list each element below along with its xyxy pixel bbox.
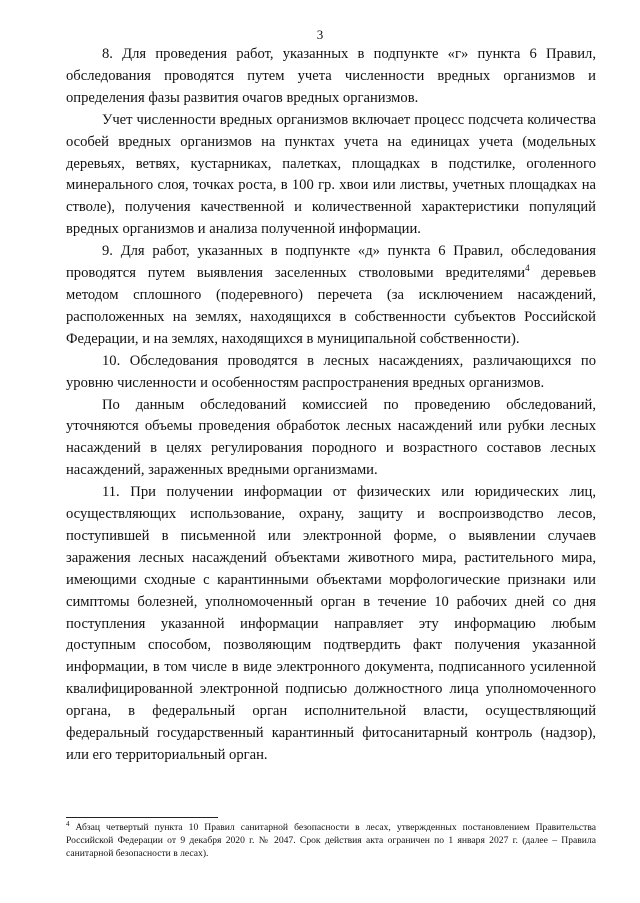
paragraph-9-text-start: 9. Для работ, указанных в подпункте «д» пункта 6 Правил, обследования проводятся путем выявления заселенных стволовыми вредителями xyxy=(66,243,596,282)
footnote-divider xyxy=(66,817,218,818)
footnote-reference: 4 xyxy=(525,263,530,274)
paragraph-9-text-end: деревьев методом сплошного (подеревного) перечета (за исключением насаждений, расположенных на землях, находящихся в собственности субъектов Российской Федерации, и на землях, находящихся в муниципальной собственности). xyxy=(66,265,596,347)
paragraph-10: 10. Обследования проводятся в лесных насаждениях, различающихся по уровню численности и особенностям распространения вредных организмов. xyxy=(66,352,596,391)
paragraph-11: 11. При получении информации от физических или юридических лиц, осуществляющих использование, охрану, защиту и воспроизводство лесов, поступившей в письменной или электронной форме, о выявлении случаев заражения лесных насаждений объектами животного мира, растительного мира, имеющими сходные с карантинными объектами морфологические признаки или симптомы болезней, уполномоченный орган в течение 10 рабочих дней со дня поступления указанной информации направляет эту информацию любым доступным способом, позволяющим подтвердить факт получения указанной информации, в том числе в виде электронного документа, подписанного усиленной квалифицированной электронной подписью должностного лица уполномоченного органа, в федеральный орган исполнительной власти, осуществляющий федеральный государственный карантинный фитосанитарный контроль (надзор), или его территориальный орган. xyxy=(66,484,596,763)
paragraph-8-continued: Учет численности вредных организмов включает процесс подсчета количества особей вредных организмов на пунктах учета на единицах учета (модельных деревьях, ветвях, кустарниках, палетках, площадках в подстилке, оголенного минерального слоя, точках роста, в 100 гр. хвои или листвы, учетных площадках на стволе), получения качественной и количественной характеристики популяций вредных организмов и анализа полученной информации. xyxy=(66,111,596,238)
footnote-text: Абзац четвертый пункта 10 Правил санитарной безопасности в лесах, утвержденных постановлением Правительства Российской Федерации от 9 декабря 2020 г. № 2047. Срок действия акта ограничен по 1 января 2027 г. (далее – Правила санитарной безопасности в лесах). xyxy=(66,822,596,859)
footnote-marker: 4 xyxy=(66,819,70,828)
paragraph-9 xyxy=(66,241,596,351)
document-body xyxy=(66,44,596,767)
paragraph-8: 8. Для проведения работ, указанных в подпункте «г» пункта 6 Правил, обследования проводятся путем учета численности вредных организмов и определения фазы развития очагов вредных организмов. xyxy=(66,46,596,106)
page-number: 3 xyxy=(316,27,324,42)
footnote xyxy=(66,821,596,860)
paragraph-10-continued: По данным обследований комиссией по проведению обследований, уточняются объемы проведения обработок лесных насаждений или рубки лесных насаждений в целях регулирования породного и возрастного составов лесных насаждений, зараженных вредными организмами. xyxy=(66,396,596,479)
